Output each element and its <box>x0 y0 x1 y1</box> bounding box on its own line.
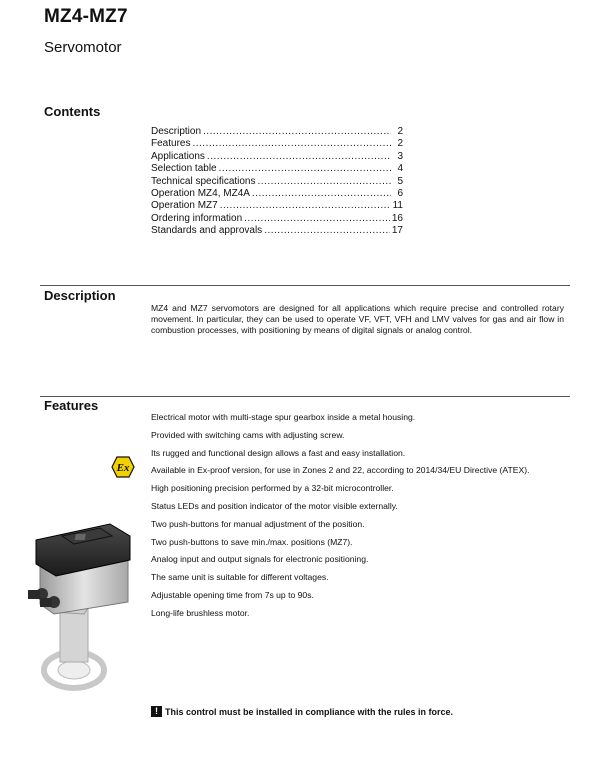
toc-entry-page: 6 <box>397 187 403 199</box>
toc-entry-page: 2 <box>397 138 403 150</box>
toc-entry-label: Applications <box>151 150 205 162</box>
toc-leader-dots <box>207 151 391 163</box>
ex-symbol-text: Ex <box>116 462 130 474</box>
toc-entry <box>151 176 403 188</box>
section-divider <box>40 396 570 397</box>
toc-entry-label: Ordering information <box>151 212 243 224</box>
description-text: MZ4 and MZ7 servomotors are designed for all applications which require precise and controlled rotary movement. In particular, they can be used to operate VF, VFT, VFH and LMV valves for gas and air flow in combustion processes, with positioning by means of digital signals or analog control. <box>151 303 564 335</box>
toc-entry-page: 11 <box>392 200 403 212</box>
features-heading: Features <box>44 398 99 413</box>
toc-entry <box>151 126 403 138</box>
servomotor-product-image <box>22 510 142 700</box>
toc-leader-dots <box>219 163 391 175</box>
toc-entry-label: Operation MZ4, MZ4A <box>151 187 250 199</box>
feature-item: Two push-buttons for manual adjustment of the position. <box>151 518 365 529</box>
description-heading: Description <box>44 288 116 303</box>
toc-entry-page: 3 <box>397 150 403 162</box>
toc-entry <box>151 163 403 175</box>
toc-entry <box>151 138 403 150</box>
features-list <box>151 412 564 626</box>
toc-leader-dots <box>252 188 391 200</box>
toc-leader-dots <box>203 126 391 138</box>
feature-item: Provided with switching cams with adjusting screw. <box>151 429 345 440</box>
toc-entry-page: 2 <box>397 126 403 137</box>
feature-item: Electrical motor with multi-stage spur gearbox inside a metal housing. <box>151 412 416 422</box>
toc-entry-label: Technical specifications <box>151 175 256 187</box>
toc-leader-dots <box>244 213 390 225</box>
warning-text: This control must be installed in compliance with the rules in force. <box>165 706 454 717</box>
toc-entry <box>151 151 403 163</box>
table-of-contents <box>151 126 403 238</box>
toc-entry <box>151 213 403 225</box>
toc-entry-label: Standards and approvals <box>151 225 263 237</box>
toc-entry-label: Features <box>151 138 191 150</box>
toc-entry <box>151 188 403 200</box>
warning-icon: ! <box>151 706 162 717</box>
toc-leader-dots <box>264 225 390 237</box>
safety-warning <box>151 706 453 717</box>
feature-item: High positioning precision performed by a 32-bit microcontroller. <box>151 483 394 494</box>
toc-leader-dots <box>258 176 392 188</box>
feature-item: Status LEDs and position indicator of the motor visible externally. <box>151 500 398 511</box>
toc-entry-page: 4 <box>397 163 403 175</box>
feature-item: Its rugged and functional design allows a fast and easy installation. <box>151 447 406 458</box>
toc-entry-page: 17 <box>391 225 403 237</box>
toc-entry <box>151 200 403 212</box>
feature-item: The same unit is suitable for different voltages. <box>151 572 329 583</box>
toc-entry-page: 5 <box>397 175 403 187</box>
contents-heading: Contents <box>44 104 101 119</box>
feature-item: Two push-buttons to save min./max. positions (MZ7). <box>151 536 353 547</box>
toc-entry-label: Operation MZ7 <box>151 200 218 212</box>
atex-ex-icon <box>111 456 135 483</box>
toc-leader-dots <box>220 200 391 212</box>
toc-entry-page: 16 <box>391 212 403 224</box>
document-subtitle: Servomotor <box>44 39 122 56</box>
feature-item: Adjustable opening time from 7s up to 90s. <box>151 589 314 600</box>
toc-entry-label: Description <box>151 126 202 137</box>
toc-leader-dots <box>192 138 391 150</box>
section-divider <box>40 285 570 286</box>
feature-item: Long-life brushless motor. <box>151 607 250 618</box>
feature-item: Analog input and output signals for electronic positioning. <box>151 554 369 565</box>
feature-item: Available in Ex-proof version, for use in Zones 2 and 22, according to 2014/34/EU Directive (ATEX). <box>151 465 530 476</box>
toc-entry <box>151 225 403 237</box>
document-title: MZ4-MZ7 <box>44 6 128 27</box>
toc-entry-label: Selection table <box>151 163 217 175</box>
